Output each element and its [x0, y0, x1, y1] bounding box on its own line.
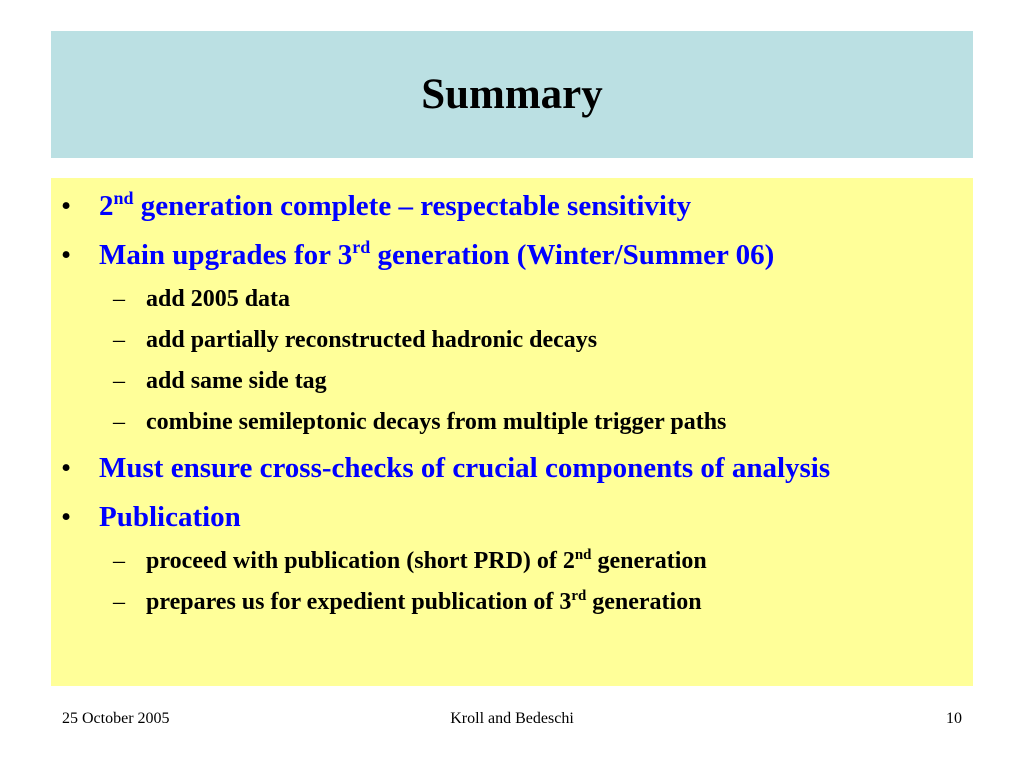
dash-marker: – — [113, 368, 125, 394]
sub-item-text: add 2005 data — [146, 286, 291, 312]
content-area — [51, 178, 973, 686]
footer-page-number: 10 — [946, 710, 962, 727]
dash-marker: – — [113, 286, 125, 312]
sub-item-text: add partially reconstructed hadronic decays — [146, 327, 598, 353]
dash-marker: – — [113, 409, 125, 435]
bullet-marker: • — [61, 239, 72, 271]
title-area — [51, 31, 973, 158]
bullet-text: Must ensure cross-checks of crucial components of analysis — [99, 452, 831, 484]
sub-item-text: combine semileptonic decays from multiple trigger paths — [146, 409, 727, 435]
sub-item-text: proceed with publication (short PRD) of 2nd generation — [146, 547, 707, 574]
slide-title: Summary — [421, 71, 603, 118]
sub-item-text: add same side tag — [146, 368, 327, 394]
footer-date: 25 October 2005 — [62, 710, 170, 727]
dash-marker: – — [113, 589, 125, 615]
bullet-marker: • — [61, 501, 72, 533]
bullet-marker: • — [61, 190, 72, 222]
bullet-text: 2nd generation complete – respectable sensitivity — [99, 188, 692, 222]
bullet-text: Publication — [99, 501, 241, 533]
bullet-marker: • — [61, 452, 72, 484]
sub-item-text: prepares us for expedient publication of 3rd generation — [146, 588, 702, 615]
dash-marker: – — [113, 548, 125, 574]
dash-marker: – — [113, 327, 125, 353]
bullet-text: Main upgrades for 3rd generation (Winter/Summer 06) — [99, 237, 775, 271]
footer-authors: Kroll and Bedeschi — [450, 710, 574, 727]
